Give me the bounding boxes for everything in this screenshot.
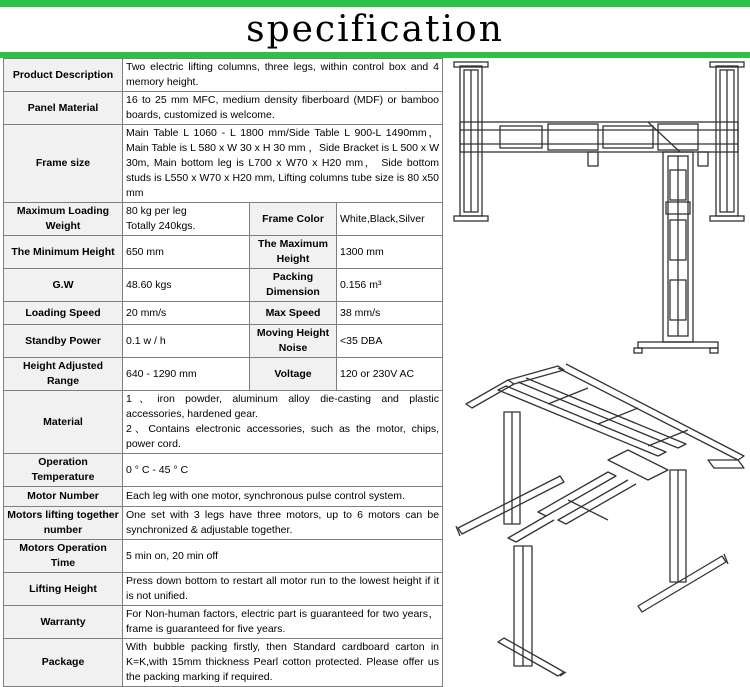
- table-row: [4, 391, 443, 454]
- table-row: [4, 358, 443, 391]
- row-value-secondary: <35 DBA: [337, 325, 443, 358]
- table-row: [4, 325, 443, 358]
- row-label: Motors Operation Time: [4, 540, 123, 573]
- row-label-secondary: Voltage: [250, 358, 337, 391]
- row-label-secondary: Frame Color: [250, 203, 337, 236]
- row-value: Press down bottom to restart all motor run to the lowest height if it is not unified.: [123, 573, 443, 606]
- title-box: [0, 7, 750, 52]
- table-row: [4, 59, 443, 92]
- row-value: 640 - 1290 mm: [123, 358, 250, 391]
- row-label: Maximum Loading Weight: [4, 203, 123, 236]
- row-value: Two electric lifting columns, three legs, within control box and 4 memory height.: [123, 59, 443, 92]
- table-row: [4, 639, 443, 687]
- row-label: G.W: [4, 269, 123, 302]
- page-title: specification: [246, 9, 504, 50]
- row-label: Operation Temperature: [4, 454, 123, 487]
- row-value-secondary: 120 or 230V AC: [337, 358, 443, 391]
- row-value: 0.1 w / h: [123, 325, 250, 358]
- row-label: Warranty: [4, 606, 123, 639]
- row-label-secondary: Packing Dimension: [250, 269, 337, 302]
- table-row: [4, 269, 443, 302]
- table-row: [4, 487, 443, 507]
- row-label-secondary: Moving Height Noise: [250, 325, 337, 358]
- row-value-secondary: White,Black,Silver: [337, 203, 443, 236]
- row-value-secondary: 1300 mm: [337, 236, 443, 269]
- table-row: [4, 203, 443, 236]
- table-row: [4, 92, 443, 125]
- row-label: Motors lifting together number: [4, 507, 123, 540]
- row-value: One set with 3 legs have three motors, up to 6 motors can be synchronized & adjustable together.: [123, 507, 443, 540]
- spec-table: [3, 58, 443, 687]
- table-row: [4, 302, 443, 325]
- row-label: The Minimum Height: [4, 236, 123, 269]
- row-label: Motor Number: [4, 487, 123, 507]
- row-label: Material: [4, 391, 123, 454]
- row-label: Standby Power: [4, 325, 123, 358]
- row-value: 5 min on, 20 min off: [123, 540, 443, 573]
- table-row: [4, 236, 443, 269]
- table-row: [4, 540, 443, 573]
- table-row: [4, 125, 443, 203]
- row-label: Lifting Height: [4, 573, 123, 606]
- row-value: 20 mm/s: [123, 302, 250, 325]
- table-row: [4, 606, 443, 639]
- row-label: Frame size: [4, 125, 123, 203]
- desk-frame-isometric-drawing: [448, 360, 748, 678]
- row-label-secondary: Max Speed: [250, 302, 337, 325]
- row-value: 0 ° C - 45 ° C: [123, 454, 443, 487]
- row-label: Loading Speed: [4, 302, 123, 325]
- row-value: 1、iron powder, aluminum alloy die-casting and plastic accessories, hardened gear. 2、Contains electronic accessories, such as the motor, chips, power cord.: [123, 391, 443, 454]
- table-row: [4, 454, 443, 487]
- row-value: Main Table L 1060 - L 1800 mm/Side Table L 900-L 1490mm，Main Table is L 580 x W 30 x H 30 mm ，Side Bracket is L 500 x W 30m, Main bottom leg is L700 x W70 x H20 mm， Side bottom studs is L550 x W70 x H20 mm, Lifting columns tube size is 80 x50 mm: [123, 125, 443, 203]
- row-value-secondary: 0.156 m³: [337, 269, 443, 302]
- row-value-secondary: 38 mm/s: [337, 302, 443, 325]
- row-value: 80 kg per leg Totally 240kgs.: [123, 203, 250, 236]
- table-row: [4, 507, 443, 540]
- row-value: With bubble packing firstly, then Standard cardboard carton in K=K,with 15mm thickness Pearl cotton protected. Please offer us the packing marking if required.: [123, 639, 443, 687]
- desk-frame-top-view-drawing: [448, 60, 748, 360]
- row-value: 48.60 kgs: [123, 269, 250, 302]
- row-value: 650 mm: [123, 236, 250, 269]
- row-label: Product Description: [4, 59, 123, 92]
- title-banner: [0, 0, 750, 58]
- row-value: Each leg with one motor, synchronous pulse control system.: [123, 487, 443, 507]
- row-label: Panel Material: [4, 92, 123, 125]
- row-label: Package: [4, 639, 123, 687]
- row-label-secondary: The Maximum Height: [250, 236, 337, 269]
- row-value: For Non-human factors, electric part is guaranteed for two years，frame is guaranteed for five years.: [123, 606, 443, 639]
- row-value: 16 to 25 mm MFC, medium density fiberboard (MDF) or bamboo boards, customized is welcome.: [123, 92, 443, 125]
- row-label: Height Adjusted Range: [4, 358, 123, 391]
- table-row: [4, 573, 443, 606]
